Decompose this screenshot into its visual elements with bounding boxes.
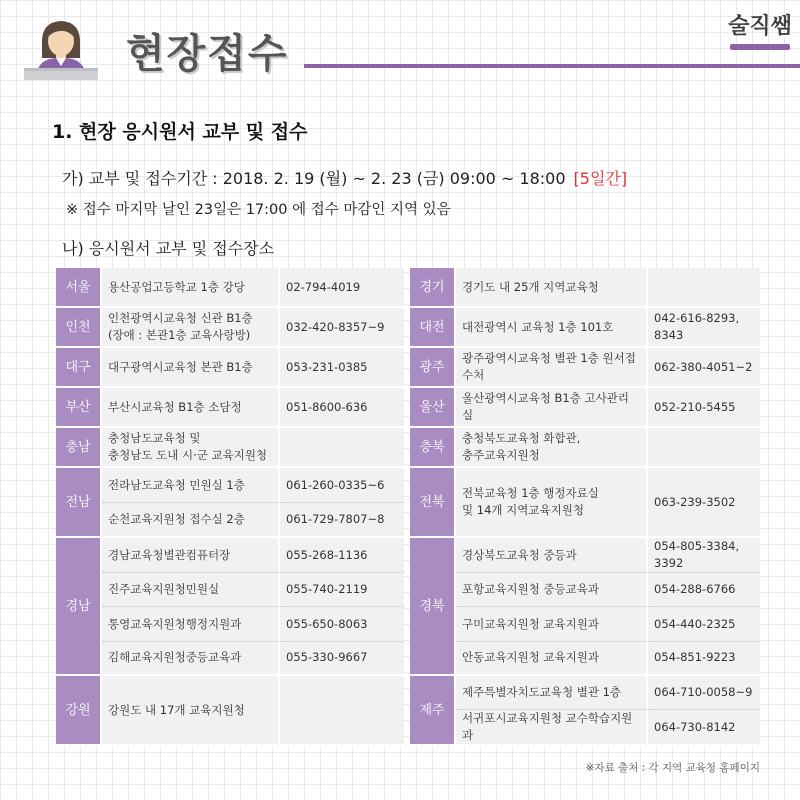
source-note: ※자료 출처 : 각 지역 교육청 홈페이지: [585, 762, 760, 774]
region-label: 충남: [56, 428, 102, 468]
site-phone: 042-616-8293, 8343: [648, 308, 760, 348]
site-name: 서귀포시교육지원청 교수학습지원과: [456, 710, 648, 746]
site-phone: 063-239-3502: [648, 468, 760, 538]
site-name: 전라남도교육청 민원실 1층: [102, 468, 280, 503]
region-label: 제주: [410, 676, 456, 746]
header: [0, 0, 800, 100]
site-phone: 054-851-9223: [648, 642, 760, 676]
region-label: 경북: [410, 538, 456, 676]
application-period: [62, 168, 627, 190]
site-name: 통영교육지원청행정지원과: [102, 607, 280, 641]
site-name: 안동교육지원청 교육지원과: [456, 642, 648, 676]
logo-bar: [730, 44, 790, 50]
table-row: [56, 388, 760, 428]
region-label: 충북: [410, 428, 456, 468]
site-phone: 055-268-1136: [280, 538, 404, 573]
region-label: 대전: [410, 308, 456, 348]
table-row: [56, 268, 760, 308]
region-label: 대구: [56, 348, 102, 388]
site-phone: 032-420-8357~9: [280, 308, 404, 348]
region-label: 경남: [56, 538, 102, 676]
site-phone: 061-729-7807~8: [280, 503, 404, 538]
deadline-note: ※ 접수 마지막 날인 23일은 17:00 에 접수 마감인 지역 있음: [66, 202, 451, 218]
region-label: 부산: [56, 388, 102, 428]
site-name: 진주교육지원청민원실: [102, 573, 280, 607]
region-label: 경기: [410, 268, 456, 308]
site-name: 전북교육청 1층 행정자료실 및 14개 지역교육지원청: [456, 468, 648, 538]
site-phone: 051-8600-636: [280, 388, 404, 428]
site-name: 충청북도교육청 화합관, 충주교육지원청: [456, 428, 648, 468]
site-phone: 061-260-0335~6: [280, 468, 404, 503]
site-name: 제주특별자치도교육청 별관 1층: [456, 676, 648, 710]
region-label: 전북: [410, 468, 456, 538]
site-phone: 055-650-8063: [280, 607, 404, 641]
receptionist-icon: [20, 14, 102, 80]
region-label: 강원: [56, 676, 102, 746]
section-title: 1. 현장 응시원서 교부 및 접수: [52, 121, 308, 143]
region-label: 울산: [410, 388, 456, 428]
site-name: 용산공업고등학교 1층 강당: [102, 268, 280, 308]
table-row: [56, 308, 760, 348]
logo: [728, 14, 792, 56]
site-name: 울산광역시교육청 B1층 고사관리실: [456, 388, 648, 428]
region-label: 전남: [56, 468, 102, 538]
table-row: [56, 348, 760, 388]
site-phone: 054-288-6766: [648, 573, 760, 607]
site-phone: [648, 428, 760, 468]
sub-title: 나) 응시원서 교부 및 접수장소: [62, 239, 275, 258]
site-phone: 052-210-5455: [648, 388, 760, 428]
site-name: 경남교육청별관컴퓨터장: [102, 538, 280, 573]
site-phone: 053-231-0385: [280, 348, 404, 388]
site-phone: 054-440-2325: [648, 607, 760, 641]
logo-text: 술직쌤: [728, 14, 792, 39]
period-days: [5일간]: [573, 169, 628, 188]
table-row: [56, 676, 760, 710]
site-name: 구미교육지원청 교육지원과: [456, 607, 648, 641]
site-name: 대구광역시교육청 본관 B1층: [102, 348, 280, 388]
site-name: 김해교육지원청중등교육과: [102, 642, 280, 676]
site-phone: [280, 676, 404, 746]
site-phone: [648, 268, 760, 308]
site-name: 경기도 내 25개 지역교육청: [456, 268, 648, 308]
period-text: 가) 교부 및 접수기간 : 2018. 2. 19 (월) ~ 2. 23 (금) 09:00 ~ 18:00: [62, 169, 566, 188]
site-name: 부산시교육청 B1층 소담정: [102, 388, 280, 428]
site-phone: 064-730-8142: [648, 710, 760, 746]
region-label: 인천: [56, 308, 102, 348]
site-name: 포항교육지원청 중등교육과: [456, 573, 648, 607]
site-name: 충청남도교육청 및 충청남도 도내 시·군 교육지원청: [102, 428, 280, 468]
site-name: 경상북도교육청 중등과: [456, 538, 648, 573]
site-phone: 055-740-2119: [280, 573, 404, 607]
application-sites-table: [56, 268, 760, 746]
region-label: 서울: [56, 268, 102, 308]
site-phone: 054-805-3384, 3392: [648, 538, 760, 573]
site-name: 광주광역시교육청 별관 1층 원서접수처: [456, 348, 648, 388]
site-name: 대전광역시 교육청 1층 101호: [456, 308, 648, 348]
site-phone: 055-330-9667: [280, 642, 404, 676]
site-name: 강원도 내 17개 교육지원청: [102, 676, 280, 746]
page-title: 현장접수: [126, 31, 289, 77]
site-phone: [280, 428, 404, 468]
table-row: [56, 538, 760, 573]
site-phone: 064-710-0058~9: [648, 676, 760, 710]
site-phone: 062-380-4051~2: [648, 348, 760, 388]
table-row: [56, 428, 760, 468]
site-name: 순천교육지원청 접수실 2층: [102, 503, 280, 538]
site-name: 인천광역시교육청 신관 B1층 (장애 : 본관1층 교육사랑방): [102, 308, 280, 348]
title-underline: [304, 64, 800, 68]
table-row: [56, 468, 760, 503]
region-label: 광주: [410, 348, 456, 388]
site-phone: 02-794-4019: [280, 268, 404, 308]
